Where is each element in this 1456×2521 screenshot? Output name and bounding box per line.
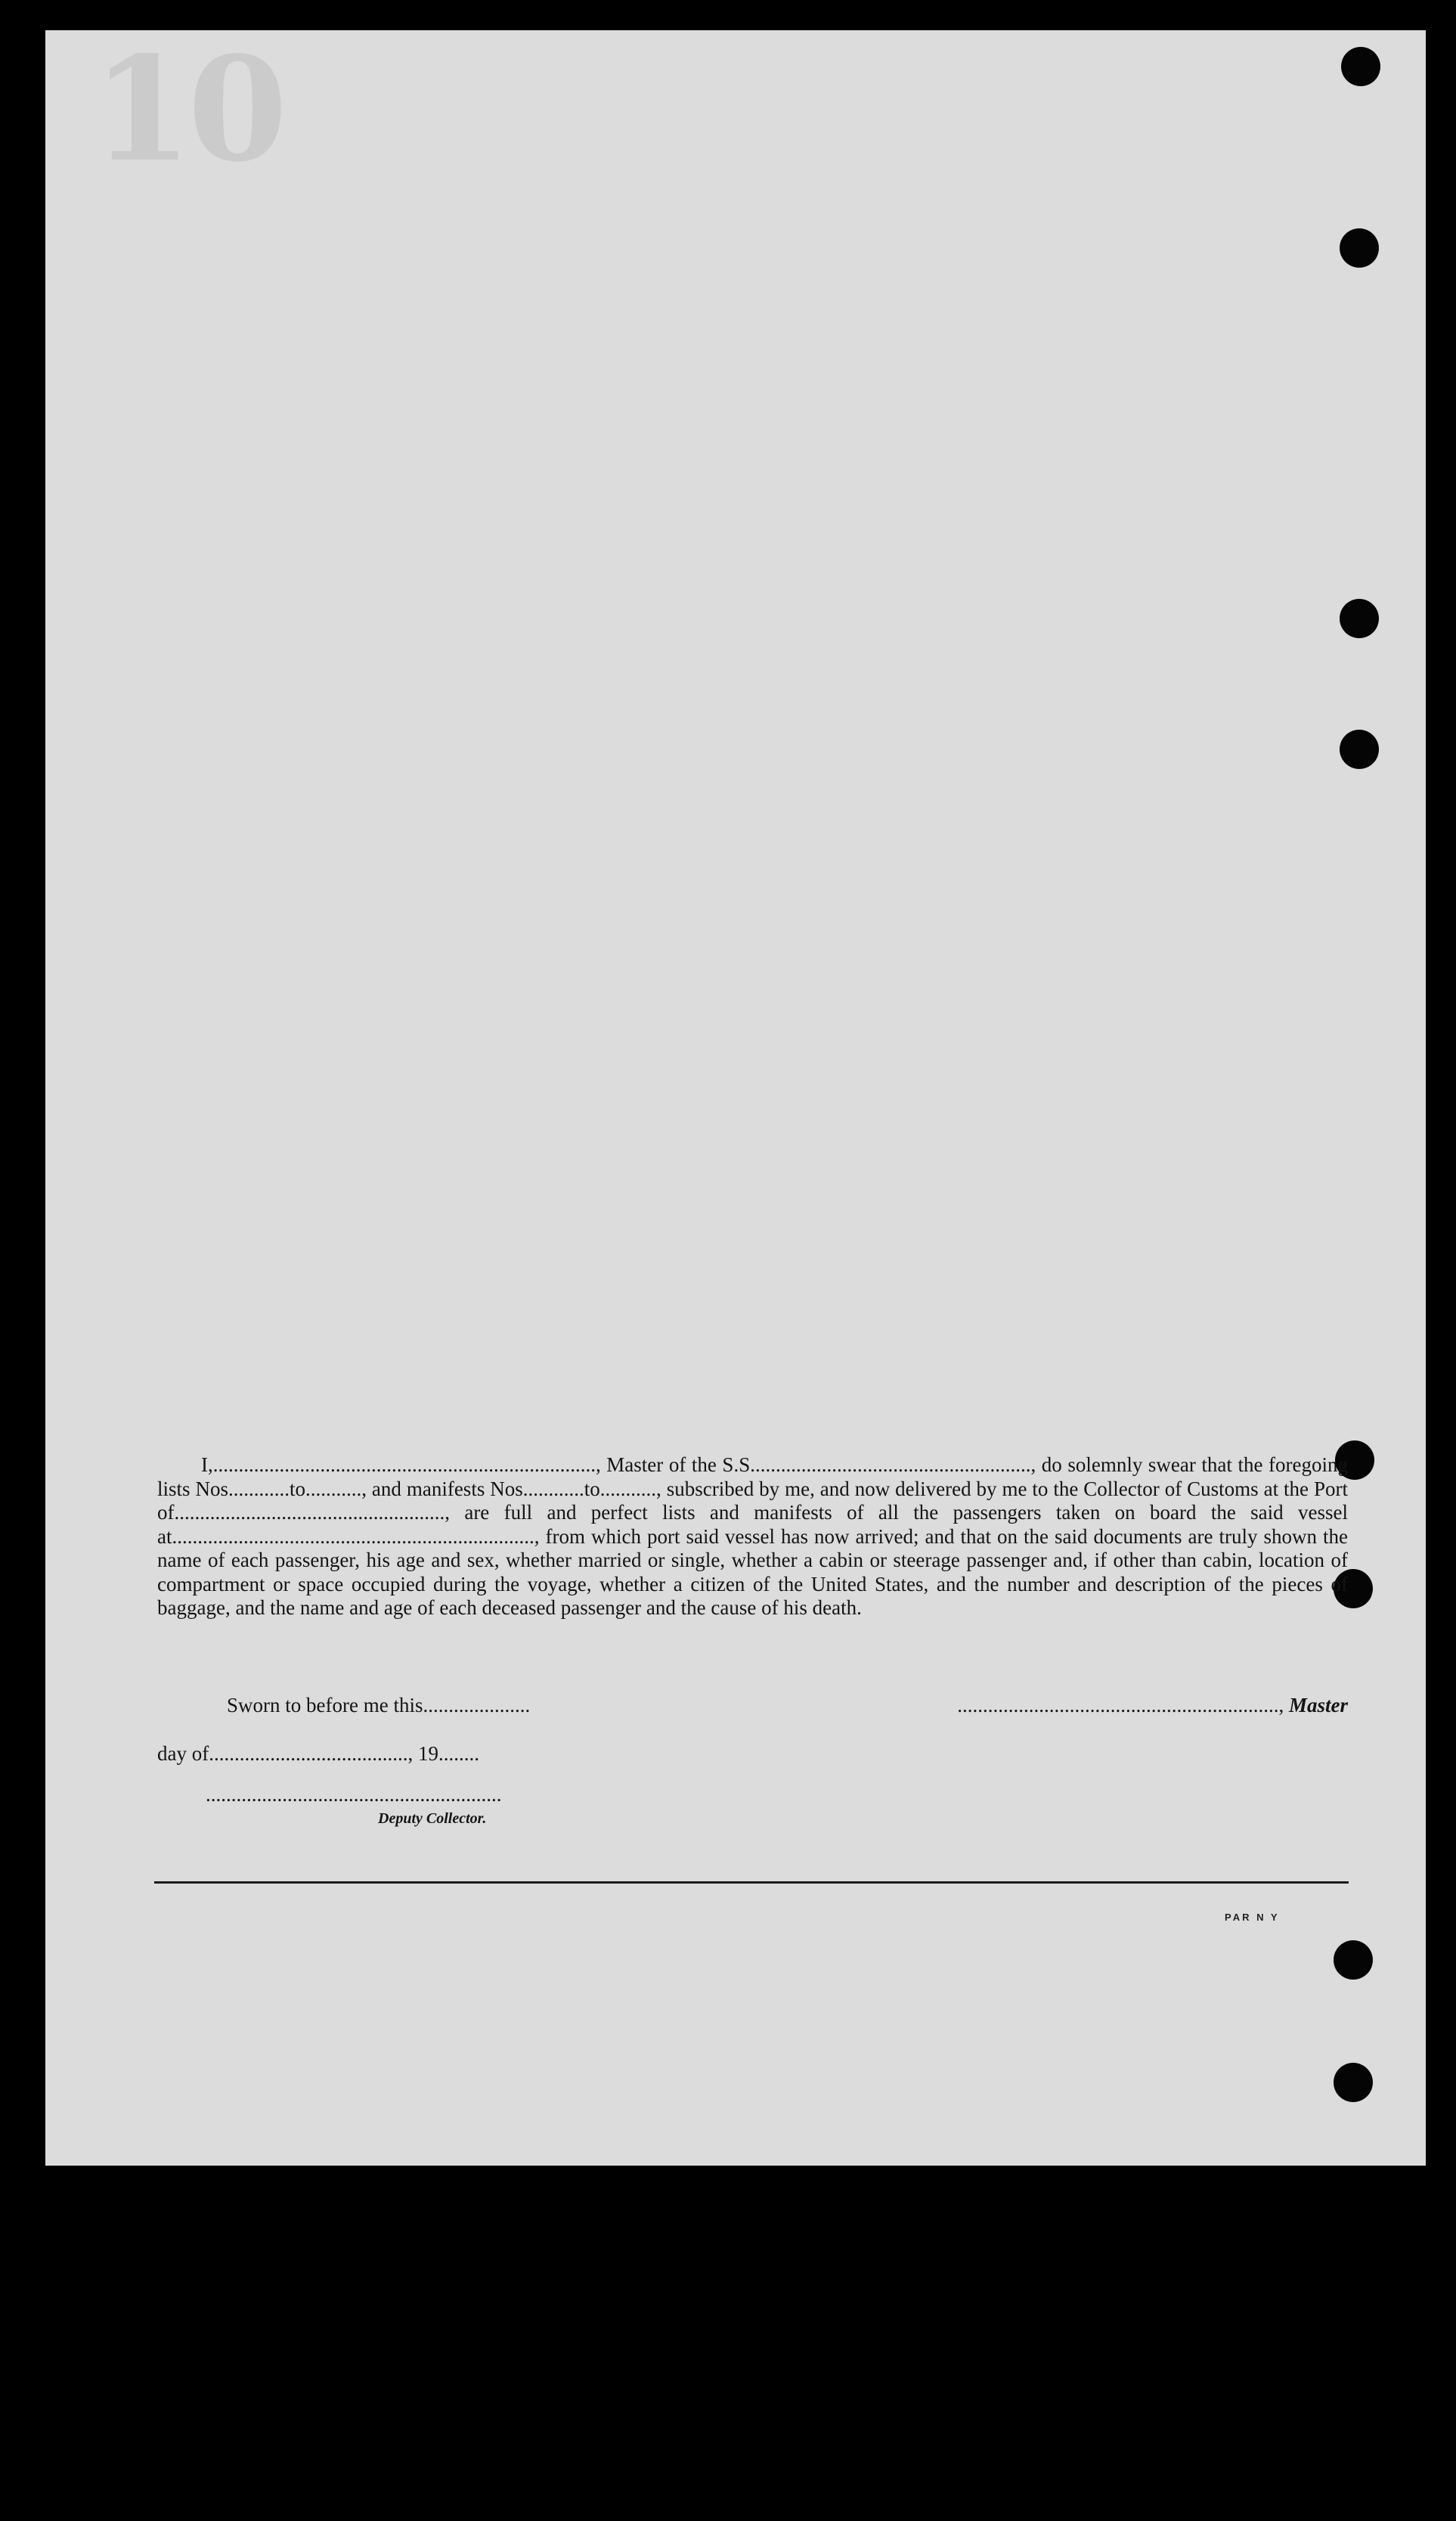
deputy-signature-dots: .......................................................... [206,1783,502,1806]
printer-mark: PAR N Y [1225,1912,1280,1923]
master-signature-line [838,1694,1348,1717]
punch-hole [1340,228,1379,268]
page-number-mark: 10 [92,30,283,194]
day-line: day of......................................., 19........ [157,1742,479,1765]
punch-hole [1341,47,1380,86]
oath-text: I,..........................................................................., Master of the S.S......................................................., do solemnly swear that the foregoing lists Nos............to..........., and manifests Nos............to..........., subscribed by me, and now delivered by me to the Collector of Customs at the Port of....................................................., are full and perfect lists and manifests of all the passengers taken on board the said vessel at......................................................................., from which port said vessel has now arrived; and that on the said documents are truly shown the name of each passenger, his age and sex, whether married or single, whether a cabin or steerage passenger and, if other than cabin, location of compartment or space occupied during the voyage, whether a citizen of the United States, and the number and description of the pieces of baggage, and the name and age of each deceased passenger and the cause of his death. [157,1453,1348,1619]
punch-hole [1334,2063,1373,2102]
sworn-line: Sworn to before me this..................... [227,1694,531,1716]
manifest-page [45,30,1426,2166]
punch-hole [1340,730,1379,769]
deputy-collector-label: Deputy Collector. [378,1810,487,1827]
horizontal-rule [154,1881,1349,1884]
master-label: Master [1288,1694,1348,1716]
master-oath-paragraph [157,1453,1348,1620]
punch-hole [1340,599,1379,638]
master-dots: ..............................................................., [957,1694,1284,1716]
punch-hole [1334,1940,1373,1980]
